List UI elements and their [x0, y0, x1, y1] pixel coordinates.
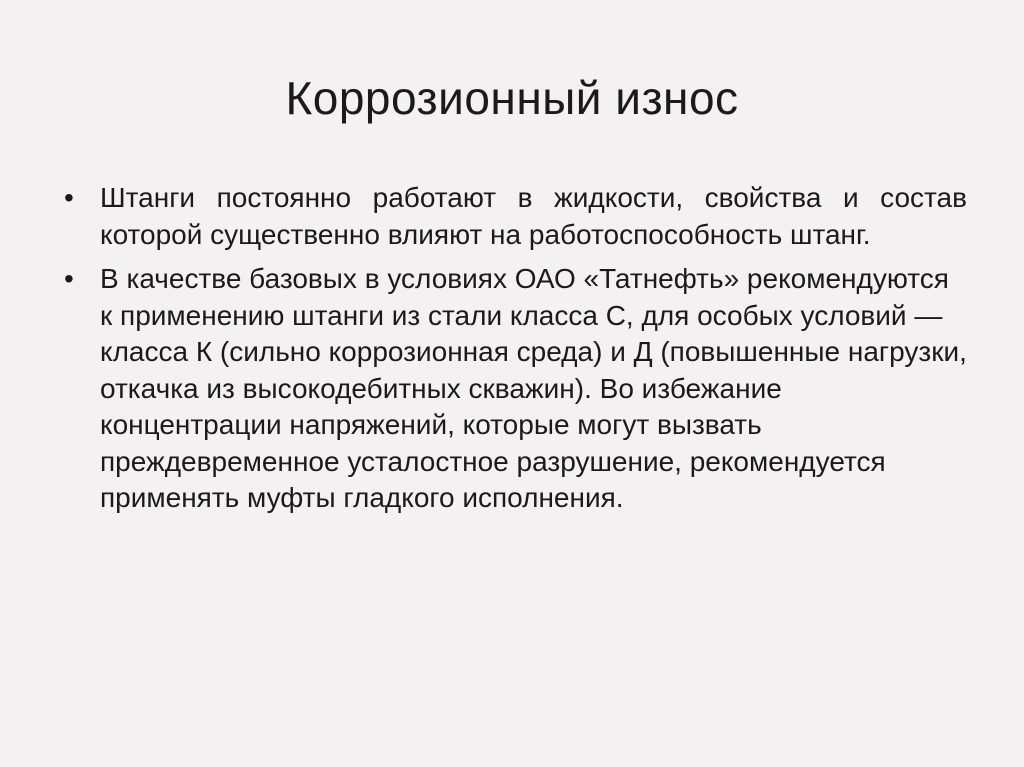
- bullet-item: [62, 180, 967, 253]
- slide-title: Коррозионный износ: [285, 72, 739, 124]
- bullet-list: [62, 180, 967, 517]
- bullet-icon: •: [64, 182, 74, 213]
- bullet-item: [62, 261, 967, 517]
- bullet-text: В качестве базовых в условиях ОАО «Татнефть» рекомендуются к применению штанги из стали класса С, для особых условий — класса К (сильно коррозионная среда) и Д (повышенные нагрузки, откачка из высокодебитных скважин). Во избежание концентрации напряжений, которые могут вызвать преждевременное усталостное разрушение, рекомендуется применять муфты гладкого исполнения.: [100, 263, 967, 513]
- slide-body: [62, 180, 967, 525]
- bullet-text: Штанги постоянно работают в жидкости, свойства и состав которой существенно влияют на работоспособность штанг.: [100, 182, 967, 250]
- bullet-icon: •: [64, 263, 74, 294]
